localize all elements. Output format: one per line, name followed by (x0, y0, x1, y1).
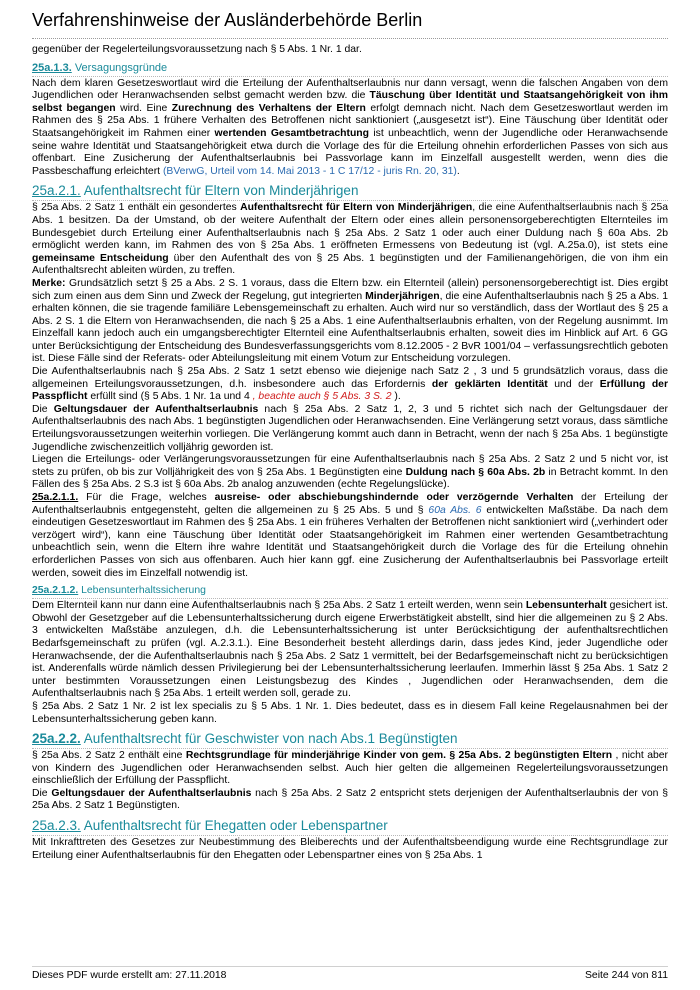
text-run: entwickelten Maßstäbe. Da nach dem eindeutigen Gesetzeswortlaut im Rahmen des § 25a Abs. 1 ein früheres Verhalten der Betroffenen nicht sanktioniert wird („verhindert oder verzögert wird“), kann eine Täuschung über Identität oder Staatsangehörigkeit im Rahmen einer wertenden Gesamtbetrachtung unbeachtlich sein, wenn die Eltern ihre wahre Identität und Staatsangehörigkeit durch die Vorlage des für die Erteilung ohnehin erforderlichen Passes von sich aus offenbaren. Auch hier kann ggf. eine Zusicherung der Aufenthaltserlaubnis bei Passvorlage erteilt werden, soweit dies im Einzelfall notwendig ist. (32, 504, 669, 579)
text-run: . (456, 165, 460, 177)
text-run: gesichert ist. Obwohl der Gesetzgeber auf die Lebensunterhaltssicherung durch eigene Erwerbstätigkeit abstellt, sind hier die allgemeinen zu § 2 Abs. 3 entwickelten Maßstäbe anzulegen, d.h. die Lebensunterhaltssicherung ist unter Berücksichtigung der aufenthaltsrechtlichen Bedarfsgemeinschaft zu prüfen (vgl. A.2.3.1.). Eine Besonderheit besteht allerdings darin, dass jedes Kind, jeder Jugendliche oder Heranwachsende, der die Aufenthaltserlaubnis nach § 25a Abs. 2 Satz 1 vermittelt, bei der Bedarfsgemeinschaft nicht zu berücksichtigen ist. Anderenfalls würde nämlich dessen Privilegierung bei der Lebensunterhaltssicherung leerlaufen. Immerhin lässt § 25a Abs. 1 Satz 2 unter bestimmten Voraussetzungen einen Leistungsbezug des Kindes , Jugendlichen oder Heranwachsenden, dem die Aufenthaltserlaubnis nach § 25a Abs. 1 erteilt werden soll, gerade zu. (32, 600, 668, 700)
page-title: Verfahrenshinweise der Ausländerbehörde Berlin (32, 10, 423, 30)
reference-link[interactable]: 60a Abs. 6 (428, 504, 482, 516)
text-run: ). (394, 391, 401, 403)
bold-text: Erfüllung der Passpflicht (32, 378, 669, 403)
heading-25a-2-1-2 (32, 584, 668, 599)
paragraph-eltern (32, 202, 668, 278)
bold-text: Geltungsdauer der Aufenthaltserlaubnis (53, 403, 259, 415)
text-run: § 25a Abs. 2 Satz 1 Nr. 2 ist lex specialis zu § 5 Abs. 1 Nr. 1. Dies bedeutet, dass es in diesem Fall keine Regelausnahmen bei der Lebensunterhaltssicherung geben kann. (32, 700, 668, 725)
text-run: erfüllt sind (§ 5 Abs. 1 Nr. 1a und 4 (87, 391, 253, 403)
bold-text: ausreise- oder abschiebungshindernde oder verzögernde Verhalten (214, 492, 574, 503)
paragraph-ehegatten (32, 837, 668, 862)
text-run: wird. Eine (115, 102, 172, 114)
red-note: , beachte auch § 5 Abs. 3 S. 2 (252, 391, 395, 403)
bold-text: der geklärten Identität (431, 378, 548, 390)
text-run: Die Aufenthaltserlaubnis nach § 25a Abs. 2 Satz 1 setzt ebenso wie diejenige nach Satz 2 , 3 und 5 grundsätzlich voraus, dass die allgemeinen Erteilungsvoraussetzungen, d.h. insbesondere auch das Erfordernis (32, 366, 668, 390)
document-body (32, 44, 668, 862)
heading-25a-2-2 (32, 730, 668, 749)
text-run: über den Aufenthalt des von § 25 Abs. 1 begünstigten und der Familienangehörigen, die von ihm ein Aufenthaltsrecht ableiten würden, zu treffen. (32, 252, 668, 277)
bold-text: Minderjährigen (365, 290, 440, 302)
section-title: Versagungsgründe (71, 61, 168, 74)
bold-text: Rechtsgrundlage für minderjährige Kinder von gem. § 25a Abs. 2 begünstigten Eltern (185, 750, 613, 762)
text-run: Dem Elternteil kann nur dann eine Aufenthaltserlaubnis nach § 25a Abs. 2 Satz 1 erteilt werden, wenn sein (32, 600, 526, 612)
section-number: 25a.1.3. (32, 61, 72, 74)
section-number: 25a.2.3. (32, 818, 81, 834)
section-number: 25a.2.2. (32, 731, 81, 747)
bold-text: Merke: (32, 277, 66, 289)
section-number: 25a.2.1.2. (32, 585, 79, 597)
bold-text: 25a.2.1.1. (32, 492, 79, 503)
text-run: , nicht aber von Kindern des Jugendlichen oder Heranwachsenden selbst. Auch hier gelten die allgemeinen Regelerteilungsvoraussetzungen einschließlich der Erfüllung der Passpflicht. (32, 750, 668, 787)
text-run: ist unbeachtlich, wenn der Jugendliche oder Heranwachsende seine wahre Identität und Staatsangehörigkeit etwa durch die Vorlage des für die Erteilung ohnehin erforderlichen Passes von sich aus offenbart. Eine Zusicherung der Aufenthaltserlaubnis bei Passvorlage kann im Einzelfall ausgestellt werden, wenn dies die Passbeschaffung erleichtert (32, 127, 668, 177)
page-footer (32, 966, 668, 981)
bold-text: Täuschung über Identität und Staatsangehörigkeit von ihm selbst begangen (32, 90, 669, 114)
bold-text: Aufenthaltsrecht für Eltern von Minderjährigen (240, 202, 473, 214)
text-run: § 25a Abs. 2 Satz 1 enthält ein gesondertes (32, 202, 241, 214)
bold-text: Duldung nach § 60a Abs. 2b (405, 466, 546, 478)
bold-text: Zurechnung des Verhaltens der Eltern (171, 102, 366, 114)
text-run: , die eine Aufenthaltserlaubnis nach § 25 a Abs. 1 erhalten können, die sie tragende familiäre Lebensgemeinschaft zu erhalten. Auch wird nur so verständlich, dass der Wortlaut des § 25 a Abs. 2 S. 1 die Eltern von Heranwachsenden, die nach § 25 a Abs. 1 eine Aufenthaltserlaubnis erhalten, von der Regelung ausnimmt. Im Einzelfall kann jedoch auch ein umgangsberechtigter Elternteil eine Aufenthaltserlaubnis erhalten, soweit dies im Hinblick auf Art. 6 GG unter Berücksichtigung der Entscheidung des Bundesverfassungsgerichts vom 8.12.2005 - 2 BvR 1001/04 – verfassungsrechtlich geboten ist. Diese Fälle sind der Referats- oder Abteilungsleitung mit einem Votum zur Entscheidung vorzulegen. (32, 290, 668, 365)
paragraph-lex-specialis (32, 701, 668, 726)
text-run: Die (32, 403, 54, 415)
creation-date: Dieses PDF wurde erstellt am: 27.11.2018 (32, 970, 227, 981)
paragraph-lebensunterhalt (32, 600, 668, 701)
text-run: erfolgt demnach nicht. Nach dem Gesetzeswortlaut werden im Rahmen des § 25a Abs. 1 frühere Verhalten des Betroffenen nicht sanktioniert („ausgesetzt ist“). Eine Täuschung über Identität oder Staatsangehörigkeit im Rahmen einer (32, 102, 668, 139)
section-title: Aufenthaltsrecht für Ehegatten oder Lebenspartner (80, 818, 388, 834)
text-run: nach § 25a Abs. 2 Satz 2 entspricht stets derjenigen der Aufenthaltserlaubnis der von § 25a Abs. 2 Satz 1 Begünstigten. (32, 787, 668, 812)
section-number: 25a.2.1. (32, 183, 81, 199)
text-run: Für die Frage, welches (78, 492, 215, 503)
text-run: Nach dem klaren Gesetzeswortlaut wird die Erteilung der Aufenthaltserlaubnis nur dann versagt, wenn die falschen Angaben von dem Jugendlichen oder Heranwachsenden selbst gemacht werden bzw. die (32, 77, 668, 102)
section-title: Aufenthaltsrecht für Geschwister von nach Abs.1 Begünstigten (80, 731, 458, 747)
bold-text: wertenden Gesamtbetrachtung (214, 127, 370, 139)
page-number: Seite 244 von 811 (585, 970, 668, 981)
bold-text: gemeinsame Entscheidung (32, 252, 169, 264)
section-title: Lebensunterhaltssicherung (78, 585, 206, 597)
bold-text: Lebensunterhalt (525, 600, 607, 612)
text-run: nach § 25a Abs. 2 Satz 1, 2, 3 und 5 richtet sich nach der Geltungsdauer der Aufenthaltserlaubnis des nach Abs. 1 begünstigten Jugendlichen oder Heranwachsenden. Eine Verlängerung setzt voraus, dass sämtliche Erteilungsvoraussetzungen weiterhin vorliegen. Die Verlängerung kommt auch dann in Betracht, wenn der nach § 25a Abs. 1 begünstigte Jugendliche zwischenzeitlich volljährig geworden ist. (32, 403, 668, 453)
text-run: Mit Inkrafttreten des Gesetzes zur Neubestimmung des Bleiberechts und der Aufenthaltsbeendigung wurde eine Rechtsgrundlage zur Erteilung einer Aufenthaltserlaubnis für den Ehegatten oder Lebenspartner eines von § 25a Abs. 1 (32, 837, 668, 861)
text-run: in Betracht kommt. In den Fällen des § 25a Abs. 2 S.3 ist § 60a Abs. 2b analog anzuwenden (echte Regelungslücke). (32, 466, 668, 491)
text-run: § 25a Abs. 2 Satz 2 enthält eine (32, 750, 186, 762)
text-run: Liegen die Erteilungs- oder Verlängerungsvoraussetzungen für eine Aufenthaltserlaubnis nach § 25a Abs. 2 Satz 2 und 5 nicht vor, ist stets zu prüfen, ob bis zur Volljährigkeit des von § 25a Abs. 1 Begünstigten eine (32, 454, 668, 478)
text-run: Grundsätzlich setzt § 25 a Abs. 2 S. 1 voraus, dass die Eltern bzw. ein Elternteil (allein) personensorgeberechtigt ist. Dies ergibt sich zum einen aus dem Sinn und Zweck der Regelung, gut integrierten (32, 277, 668, 302)
text-run: und der (547, 378, 600, 390)
paragraph-merke (32, 278, 668, 366)
paragraph-geschwister (32, 750, 668, 788)
bold-text: Geltungsdauer der Aufenthaltserlaubnis (51, 787, 252, 799)
section-title: Aufenthaltsrecht für Eltern von Minderjährigen (80, 183, 359, 199)
paragraph-erteilungsvoraussetzungen (32, 366, 668, 404)
paragraph-geltungsdauer-geschwister (32, 788, 668, 813)
citation-link[interactable]: (BVerwG, Urteil vom 14. Mai 2013 - 1 C 17/12 - juris Rn. 20, 31) (162, 165, 457, 177)
text-run: , die eine Aufenthaltserlaubnis nach § 25a Abs. 1 besitzen. Da der Umstand, ob der weitere Aufenthalt der Eltern oder eines allein personensorgeberechtigten Elternteiles im Bundesgebiet durch Erteilung einer Aufenthaltserlaubnis nach § 25a Abs. 2 Satz 1 oder auch einer Duldung nach § 60a Abs. 2b ermöglicht werden kann, im Rahmen des von § 25a Abs. 1 eröffneten Ermessens von Bedeutung ist (vgl. A.25a.0), ist stets eine (32, 202, 668, 252)
text-run: der Erteilung der Aufenthaltserlaubnis entgegensteht, gelten die allgemeinen zu § 25 Abs. 5 und § (32, 492, 668, 516)
heading-25a-2-3 (32, 817, 668, 836)
intro-paragraph: gegenüber der Regelerteilungsvoraussetzung nach § 5 Abs. 1 Nr. 1 dar. (32, 44, 362, 55)
paragraph-versagungsgruende (32, 78, 668, 179)
heading-25a-2-1 (32, 182, 668, 201)
page-header (32, 8, 668, 39)
heading-25a-1-3 (32, 61, 668, 77)
paragraph-geltungsdauer (32, 404, 668, 454)
paragraph-duldung (32, 454, 668, 492)
text-run: Die (32, 787, 52, 799)
paragraph-25a-2-1-1 (32, 492, 668, 580)
